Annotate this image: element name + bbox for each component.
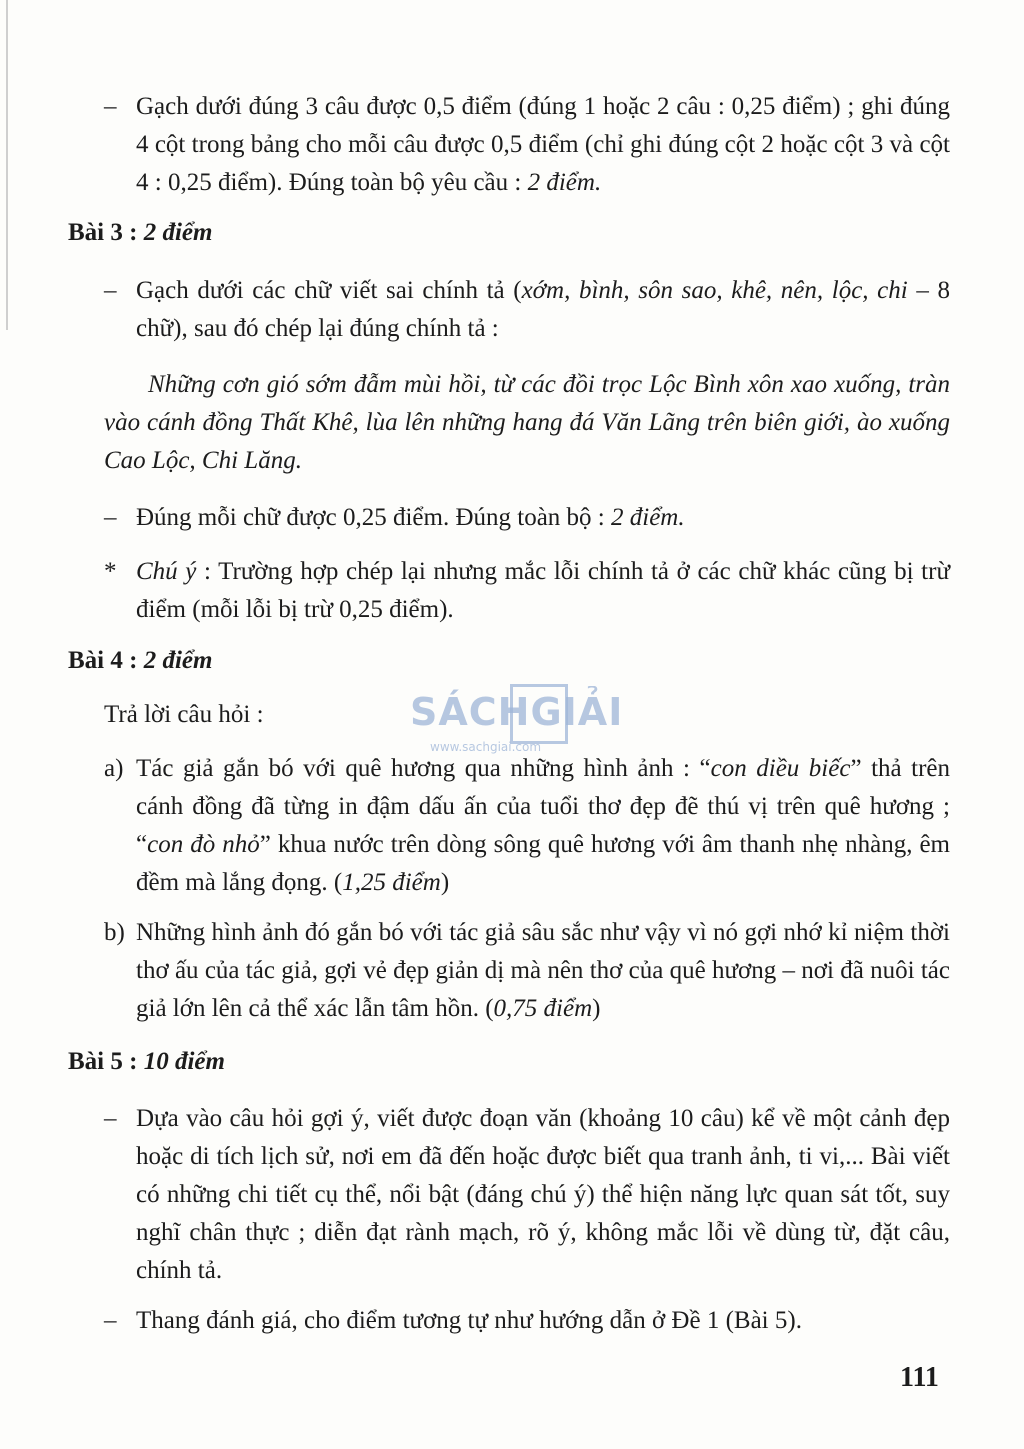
dash-marker: – (104, 504, 117, 531)
note-text: : Trường hợp chép lại nhưng mắc lỗi chính tả ở các chữ khác cũng bị trừ điểm (mỗi lỗi bị trừ 0,25 điểm). (136, 558, 950, 623)
answer-a-score: 1,25 điểm (342, 869, 441, 896)
intro-text: Gạch dưới đúng 3 câu được 0,5 điểm (đúng 1 hoặc 2 câu : 0,25 điểm) ; ghi đúng 4 cột trong bảng cho mỗi câu được 0,5 điểm (chỉ ghi đúng cột 2 hoặc cột 3 và cột 4 : 0,25 điểm). Đúng toàn bộ yêu cầu : (136, 93, 950, 196)
answer-b-close: ) (592, 995, 601, 1022)
bai3-item-2 (104, 499, 950, 537)
answer-a-close: ) (440, 869, 450, 896)
bai3-item2-score: 2 điểm. (611, 504, 685, 531)
dash-marker: – (104, 93, 117, 120)
answer-b-score: 0,75 điểm (493, 995, 593, 1022)
answer-b-marker: b) (104, 919, 125, 946)
watermark-brand: SÁCHGIẢI (410, 690, 624, 734)
answer-a-marker: a) (104, 755, 124, 782)
bai5-item2-text: Thang đánh giá, cho điểm tương tự như hướng dẫn ở Đề 1 (Bài 5). (136, 1307, 802, 1334)
answer-a-image1: con diều biếc (710, 755, 851, 782)
bai5-item-1 (104, 1100, 950, 1290)
answer-a-text1: Tác giả gắn bó với quê hương qua những hình ảnh : “ (136, 755, 711, 782)
bai3-corrected-passage: Những cơn gió sớm đẫm mùi hồi, từ các đồi trọc Lộc Bình xôn xao xuống, tràn vào cánh đồng Thất Khê, lùa lên những hang đá Văn Lãng trên biên giới, ào xuống Cao Lộc, Chi Lăng. (104, 371, 950, 474)
bai5-item1-text: Dựa vào câu hỏi gợi ý, viết được đoạn văn (khoảng 10 câu) kể về một cảnh đẹp hoặc di tích lịch sử, nơi em đã đến hoặc được biết qua tranh ảnh, ti vi,... Bài viết có những chi tiết cụ thể, nổi bật (đáng chú ý) thể hiện năng lực quan sát tốt, suy nghĩ chân thực ; diễn đạt rành mạch, rõ ý, không mắc lỗi về dùng từ, đặt câu, chính tả. (136, 1105, 950, 1284)
heading-bai4-score: 2 điểm (143, 647, 213, 674)
answer-a-image2: con đò nhỏ (147, 831, 260, 858)
heading-bai3-label: Bài 3 : (68, 219, 138, 246)
heading-bai5-label: Bài 5 : (68, 1048, 138, 1075)
bai3-item1-post: – 8 chữ), sau đó chép lại đúng chính tả : (136, 277, 950, 342)
dash-marker: – (104, 277, 117, 304)
answer-a-text3: ” khua nước trên dòng sông quê hương với âm thanh nhẹ nhàng, êm đềm mà lắng đọng. ( (136, 831, 950, 896)
heading-bai5-score: 10 điểm (143, 1048, 225, 1075)
bai4-prompt: Trả lời câu hỏi : (104, 701, 264, 728)
heading-bai4 (68, 642, 212, 680)
bai3-item2-text: Đúng mỗi chữ được 0,25 điểm. Đúng toàn bộ : (136, 504, 605, 531)
page-number: 111 (900, 1362, 939, 1393)
watermark-url: www.sachgiai.com (430, 740, 542, 754)
bai4-answer-a (104, 750, 950, 902)
intro-item (104, 88, 950, 202)
bai3-misspelled-words: xớm, bình, sôn sao, khê, nên, lộc, chi (521, 277, 908, 304)
watermark-logo (410, 690, 630, 770)
intro-score: 2 điểm. (527, 169, 602, 196)
heading-bai3-score: 2 điểm (143, 219, 213, 246)
bai5-item-2 (104, 1302, 950, 1340)
answer-a-text2: ” thả trên cánh đồng đã từng in đậm dấu ấn của tuổi thơ đẹp đẽ thú vị trên quê hương ; “ (136, 755, 950, 858)
bai3-item-1 (104, 272, 950, 348)
bai3-note (104, 553, 950, 629)
dash-marker: – (104, 1307, 117, 1334)
heading-bai3 (68, 214, 212, 252)
note-star: * (104, 558, 117, 585)
bai3-item1-pre: Gạch dưới các chữ viết sai chính tả ( (136, 277, 522, 304)
heading-bai4-label: Bài 4 : (68, 647, 138, 674)
page-edge-line (6, 0, 8, 330)
note-label: Chú ý (136, 558, 197, 585)
answer-b-text: Những hình ảnh đó gắn bó với tác giả sâu sắc như vậy vì nó gợi nhớ kỉ niệm thời thơ ấu của tác giả, gợi vẻ đẹp giản dị mà nên thơ của quê hương – nơi đã nuôi tác giả lớn lên cả thể xác lẫn tâm hồn. ( (136, 919, 950, 1022)
bai4-answer-b (104, 914, 950, 1028)
heading-bai5 (68, 1043, 225, 1081)
dash-marker: – (104, 1105, 117, 1132)
